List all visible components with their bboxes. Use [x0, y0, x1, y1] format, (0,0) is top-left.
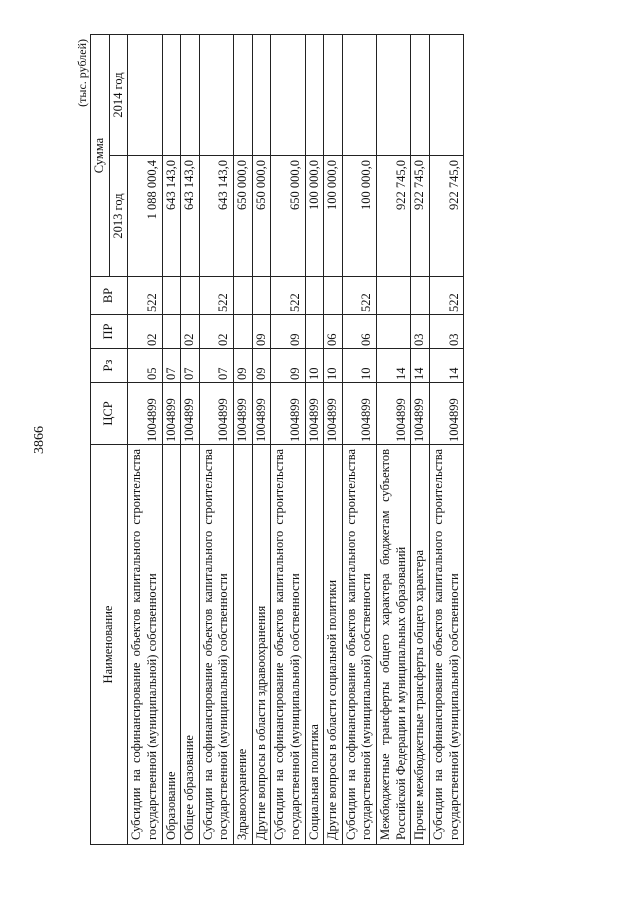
- row-vr: [162, 277, 181, 315]
- row-name: Образование: [162, 445, 181, 845]
- row-pr: 03: [411, 315, 430, 349]
- row-pr: 02: [128, 315, 162, 349]
- row-pr: 06: [342, 315, 376, 349]
- header-name: Наименование: [91, 445, 128, 845]
- row-sum-2013: 650 000,0: [234, 156, 253, 277]
- table-row: [128, 35, 162, 845]
- row-name: Здравоохранение: [234, 445, 253, 845]
- row-sum-2014: [199, 35, 233, 156]
- row-csr: 1004899: [128, 383, 162, 445]
- row-sum-2013: 100 000,0: [324, 156, 343, 277]
- row-sum-2014: [411, 35, 430, 156]
- row-name: Общее образование: [181, 445, 200, 845]
- row-csr: 1004899: [199, 383, 233, 445]
- row-sum-2013: 100 000,0: [305, 156, 324, 277]
- row-csr: 1004899: [324, 383, 343, 445]
- row-csr: 1004899: [252, 383, 271, 445]
- row-rz: 09: [271, 349, 305, 383]
- table-row: [305, 35, 324, 845]
- row-vr: 522: [128, 277, 162, 315]
- row-name: Субсидии на софинансирование объектов капитального строительства государственной (муниципальной) собственности: [199, 445, 233, 845]
- row-vr: 522: [342, 277, 376, 315]
- row-name: Субсидии на софинансирование объектов капитального строительства государственной (муниципальной) собственности: [429, 445, 463, 845]
- header-csr: ЦСР: [91, 383, 128, 445]
- row-vr: [377, 277, 411, 315]
- row-rz: 09: [252, 349, 271, 383]
- row-pr: 02: [199, 315, 233, 349]
- header-row: [91, 35, 110, 845]
- row-vr: [252, 277, 271, 315]
- header-rz: Рз: [91, 349, 128, 383]
- row-sum-2013: 922 745,0: [411, 156, 430, 277]
- table-row: [234, 35, 253, 845]
- row-csr: 1004899: [181, 383, 200, 445]
- row-vr: [411, 277, 430, 315]
- unit-note: (тыс. рублей): [75, 39, 89, 107]
- row-sum-2014: [252, 35, 271, 156]
- header-sum: Сумма: [91, 35, 110, 277]
- row-sum-2014: [342, 35, 376, 156]
- row-sum-2013: 643 143,0: [162, 156, 181, 277]
- row-sum-2013: 650 000,0: [271, 156, 305, 277]
- row-name: Другие вопросы в области социальной политики: [324, 445, 343, 845]
- row-sum-2014: [377, 35, 411, 156]
- row-csr: 1004899: [377, 383, 411, 445]
- row-sum-2014: [234, 35, 253, 156]
- row-sum-2014: [181, 35, 200, 156]
- row-sum-2014: [305, 35, 324, 156]
- row-sum-2014: [128, 35, 162, 156]
- row-vr: 522: [199, 277, 233, 315]
- row-rz: 10: [305, 349, 324, 383]
- row-sum-2013: 643 143,0: [199, 156, 233, 277]
- row-sum-2014: [162, 35, 181, 156]
- row-name: Субсидии на софинансирование объектов капитального строительства государственной (муниципальной) собственности: [342, 445, 376, 845]
- rotated-document-area: [75, 35, 640, 845]
- row-name: Межбюджетные трансферты общего характера бюджетам субъектов Российской Федерации и муниципальных образований: [377, 445, 411, 845]
- row-csr: 1004899: [411, 383, 430, 445]
- page-number: [30, 420, 50, 460]
- row-pr: [234, 315, 253, 349]
- header-pr: ПР: [91, 315, 128, 349]
- table-row: [342, 35, 376, 845]
- row-name: Субсидии на софинансирование объектов капитального строительства государственной (муниципальной) собственности: [271, 445, 305, 845]
- row-vr: 522: [271, 277, 305, 315]
- table-row: [324, 35, 343, 845]
- row-name: Другие вопросы в области здравоохранения: [252, 445, 271, 845]
- row-rz: 10: [342, 349, 376, 383]
- row-rz: 09: [234, 349, 253, 383]
- row-csr: 1004899: [429, 383, 463, 445]
- row-name: Субсидии на софинансирование объектов капитального строительства государственной (муниципальной) собственности: [128, 445, 162, 845]
- row-csr: 1004899: [162, 383, 181, 445]
- row-pr: [305, 315, 324, 349]
- row-rz: 14: [377, 349, 411, 383]
- row-sum-2013: 643 143,0: [181, 156, 200, 277]
- row-vr: [181, 277, 200, 315]
- row-csr: 1004899: [271, 383, 305, 445]
- row-rz: 14: [429, 349, 463, 383]
- table-row: [411, 35, 430, 845]
- row-csr: 1004899: [305, 383, 324, 445]
- row-rz: 07: [199, 349, 233, 383]
- table-row: [162, 35, 181, 845]
- table-row: [181, 35, 200, 845]
- row-sum-2013: 922 745,0: [377, 156, 411, 277]
- row-pr: 02: [181, 315, 200, 349]
- row-sum-2013: 1 088 000,4: [128, 156, 162, 277]
- row-rz: 10: [324, 349, 343, 383]
- row-sum-2014: [324, 35, 343, 156]
- table-row: [199, 35, 233, 845]
- row-vr: [324, 277, 343, 315]
- row-pr: 09: [271, 315, 305, 349]
- row-sum-2014: [429, 35, 463, 156]
- row-pr: 09: [252, 315, 271, 349]
- table-row: [252, 35, 271, 845]
- header-vr: ВР: [91, 277, 128, 315]
- row-rz: 07: [162, 349, 181, 383]
- row-pr: 03: [429, 315, 463, 349]
- table-row: [271, 35, 305, 845]
- row-csr: 1004899: [234, 383, 253, 445]
- header-year-2014: 2014 год: [109, 35, 128, 156]
- row-vr: [234, 277, 253, 315]
- header-year-2013: 2013 год: [109, 156, 128, 277]
- row-pr: [377, 315, 411, 349]
- row-sum-2013: 922 745,0: [429, 156, 463, 277]
- row-rz: 07: [181, 349, 200, 383]
- row-sum-2013: 100 000,0: [342, 156, 376, 277]
- table-row: [377, 35, 411, 845]
- row-name: Прочие межбюджетные трансферты общего характера: [411, 445, 430, 845]
- row-vr: 522: [429, 277, 463, 315]
- row-rz: 05: [128, 349, 162, 383]
- row-rz: 14: [411, 349, 430, 383]
- page-number-text: 3866: [32, 426, 47, 454]
- row-name: Социальная политика: [305, 445, 324, 845]
- row-pr: [162, 315, 181, 349]
- table-row: [429, 35, 463, 845]
- row-csr: 1004899: [342, 383, 376, 445]
- row-pr: 06: [324, 315, 343, 349]
- budget-table: [90, 34, 464, 845]
- row-sum-2013: 650 000,0: [252, 156, 271, 277]
- row-vr: [305, 277, 324, 315]
- row-sum-2014: [271, 35, 305, 156]
